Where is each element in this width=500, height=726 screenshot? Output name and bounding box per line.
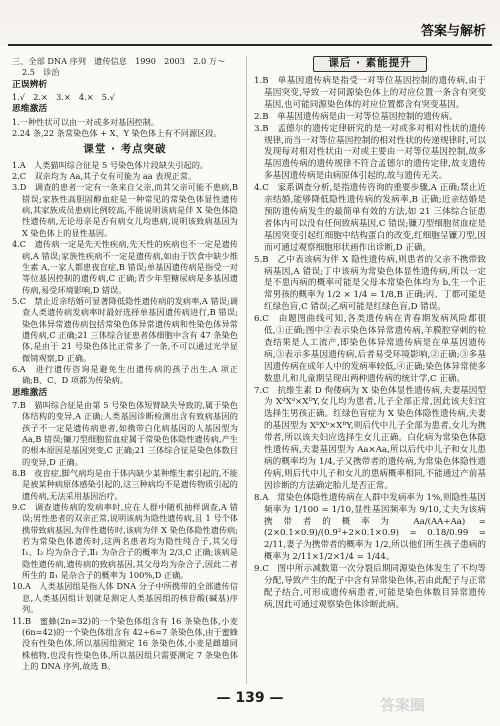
- section-banner-box: [254, 56, 486, 72]
- answer-item: 6.C 由题图曲线可知,各类遗传病在青春期发病风险都很低,①正确;图中②表示染色体异常遗传病,羊膜腔穿刺的检查结果是人工流产,即染色体异常遗传病是在单基因遗传病,③表示多基因遗传病,后者易受环境影响,②正确;③多基因遗传病在成年人中的发病率较低,④正确;染色体异常使多数患儿和儿童期呈现出两种遗传病的统计学,C 正确。: [254, 314, 486, 384]
- correction-answers: 1.√ 2.× 3.× 4.× 5.√: [12, 92, 115, 103]
- answer-item: 4.C 家系调查分析,是指遗传咨询的重要步骤,A 正确;禁止近亲结婚,能够降低隐性遗传病的发病率,B 正确;近亲结婚是预防遗传病发生的最简单有效的方法,如 21 三体综合征患者体内可以没有任何致病基因,C 错误;镰刀型细胞贫血症是基因突变引起红细胞中结构蛋白的改变,红细胞呈镰刀型,因而可通过观察细胞形状画作出诊断,D 正确。: [254, 183, 486, 253]
- section-title: 思维激活: [12, 387, 48, 398]
- answer-item: 10.A 人类基因组是指人体 DNA 分子中所携带的全部遗传信息,人类基因组计划就是测定人类基因组的核苷酸(碱基)序列。: [12, 581, 238, 615]
- answer-item: 7.C 抗维生素 D 佝偻病为 X 染色体显性遗传病,夫妻基因型为 XᵈXᵈ×XᴰY,女儿均为患者,儿子全部正常,因此该夫妇宜选择生男孩正确。红绿色盲症为 X 染色体隐性遗传病,夫妻的基因型为 XᵇXᵇ×XᴮY,则后代中儿子全部为患者,女儿为携带者,所以该夫妇应选择生女儿正确。白化病为常染色体隐性遗传病,夫妻基因型为 Aa×Aa,所以后代中儿子和女儿患病的概率均为 1/4,子又携带者的遗传病,为常染色体隐性遗传病,则后代中儿子和女儿的患病概率相同,不能通过产前基因诊断的方法确定胎儿是否正常。: [254, 385, 486, 491]
- answer-item: 4.C 遗传病一定是先天性疾病,先天性的疾病也不一定是遗传病,A 错误;家族性疾病不一定是遗传病,如由于饮食中缺少维生素 A,一家人都患夜盲症,B 错误;单基因遗传病是指受一对等位基因控制的遗传病,C 正确;青少年型糖尿病是多基因遗传病,易受环境影响,D 错误。: [12, 239, 238, 295]
- intro-line: 三、全部 DNA 序列 遗传信息 1990 2003 2.0 万～: [12, 56, 226, 66]
- answer-item: 8.B 夜盲症,脚气病均是由于体内缺少某种维生素引起的,不能是被某种病原体感染引起的,这三种病均不是遗传物质引起的遗传病,无法采用基因治疗。: [12, 468, 238, 501]
- header-rule: [8, 44, 492, 46]
- intro-line: 2.5 诊治: [22, 67, 60, 78]
- watermark-logo: 答案圈: [380, 696, 426, 714]
- left-column: [12, 56, 238, 672]
- thinking-item: 2.24 条,22 条常染色体 + X、Y 染色体上有不同源区段。: [12, 128, 222, 139]
- thinking-item: 1.一种性状可以由一对或多对基因控制。: [12, 116, 159, 127]
- answer-item: 8.A 常染色体隐性遗传病在人群中发病率为 1%,则隐性基因频率为 1/100 = 1/10,显性基因频率为 9/10,丈夫为该病携带者的概率为 Aa/(AA+Aa) = (2×0.1×0.9)/(0.9²+2×0.1×0.9) = 0.18/0.99 = 2/11,妻子为携带者的概率为 1/2,所以他们所生孩子患病的概率为 2/11×1/2×1/4 = 1/44。: [254, 492, 486, 563]
- answer-item: 9.C 图中所示减数第一次分裂后期同源染色体发生了不均等分配,导致产生的配子中含有异常染色体,若由此配子与正常配子结合,可形成遗传病患者,可能是染色体数目异常遗传病,因此可通过观察染色体诊断此病。: [254, 564, 486, 610]
- column-divider: [246, 56, 247, 684]
- answer-item: 9.C 调查遗传病的发病率时,应在人群中随机抽样调查,A 错误;男性患者的双亲正常,说明该病为隐性遗传病,且 1 号个体携带致病基因,为伴性遗传时,该病为伴 X 染色体隐性遗传病;若为常染色体遗传时,这两名患者均为隐性纯合子,其父母 Ⅰ₁、Ⅰ₂ 均为杂合子,Ⅱ₁ 为杂合子的概率为 2/3,C 正确;该病是隐性遗传病,遗传病的致病基因,其父母均为杂合子,因此二者所生的 Ⅱ₁ 是杂合子的概率为 100%,D 正确。: [12, 502, 238, 581]
- answer-item: 1.A 人类猫叫综合征是 5 号染色体片段缺失引起的。: [12, 159, 209, 170]
- answer-item: 5.C 禁止近亲结婚可显著降低隐性遗传病的发病率,A 错误;调查人类遗传病发病率时最好选择单基因遗传病进行,B 错误;染色体异常遗传病包括常染色体异常遗传病和性染色体异常遗传病,C 正确;21 三体综合征患者体细胞中含有 47 条染色体,是由于 21 号染色体比正常多了一条,不可以通过光学显微镜观察,D 正确。: [12, 295, 238, 363]
- section-title: 思维激活: [12, 104, 48, 115]
- header-title: 答案与解析: [420, 24, 486, 39]
- answer-item: 11.B 蜜蜂(2n=32)的一个染色体组含有 16 条染色体,小麦(6n=42)的一个染色体组含有 42÷6=7 条染色体,由于蜜蜂没有性染色体,所以基因组测定 16 条染色体,小麦是雌雄同株植物,也没有性染色体,所以基因组只需要测定 7 条染色体上的 DNA 序列,故选 B。: [12, 615, 238, 671]
- answer-item: 3.D 调查的患者一定有一条来自父亲,而其父亲可能不患病,B 错误;家族性高胆固醇血症是一种常见的常染色体显性遗传病,其家族成员患病比例较高,不能说明该病是伴 X 染色体隐性遗传病,无论母亲是否有病女儿均患病,说明该致病基因为 X 染色体上的显性基因。: [12, 182, 238, 238]
- answer-item: 5.B 乙中表该病为伴 X 隐性遗传病,则患者的父亲不携带致病基因,A 错误;丁中该病为常染色体显性遗传病,所以一定是不患丙病的概率可能是父母本常染色体均为 b,生一个正常男孩的概率为 1/2 × 1/4 = 1/8,B 正确;丙、丁都可能是红绿色盲,C 错误;乙病可能是红绿色盲,D 错误。: [254, 254, 486, 313]
- answer-item: 2.B 单基因遗传病是由一对等位基因控制的遗传病。: [254, 111, 458, 122]
- answer-item: 1.B 单基因遗传病是指受一对等位基因控制的遗传病,由于基因突变,导致一对同源染色体上的对应位置一条含有突变基因,也可能同源染色体的对应位置都含有突变基因。: [254, 76, 486, 110]
- section-banner: 课堂 · 考点突破: [83, 143, 167, 156]
- answer-item: 3.B 孟德尔的遗传定律研究的是一对或多对相对性状的遗传规律,而当一对等位基因控制的相对性状的传递规律时,可以发现每对相对性状由一对或主要由一对等位基因控制,故多基因遗传病的遗传规律不符合孟德尔的遗传定律,故支遗传多基因遗传病是由病原体引起的,故与遗传无关。: [254, 123, 486, 182]
- answer-item: 7.B 猫叫综合征是由第 5 号染色体短臂缺失导致的,属于染色体结构的变异,A 正确;人类基因诊断检测出含有致病基因的孩子不一定是遗传病患者,如携带白化病基因的人基因型为 Aa,B 错误;镰刀型细胞贫血症属于常染色体隐性遗传病,产生的根本原因是基因突变,C 正确;21 三体综合征是染色体数目的变异,D 正确。: [12, 399, 238, 467]
- section-title: 正误辨析: [12, 79, 48, 90]
- answer-item: 6.A 进行遗传咨询是避免生出遗传病的孩子出生,A 项正确;B、C、D 项都为传染病。: [12, 363, 238, 386]
- section-banner: 课后 · 素能提升: [313, 56, 426, 72]
- page-number: — 139 —: [216, 690, 284, 706]
- answer-item: 2.C 双亲均为 Aa,其子女有可能为 aa 表现正常。: [12, 171, 197, 182]
- right-column: [254, 56, 486, 612]
